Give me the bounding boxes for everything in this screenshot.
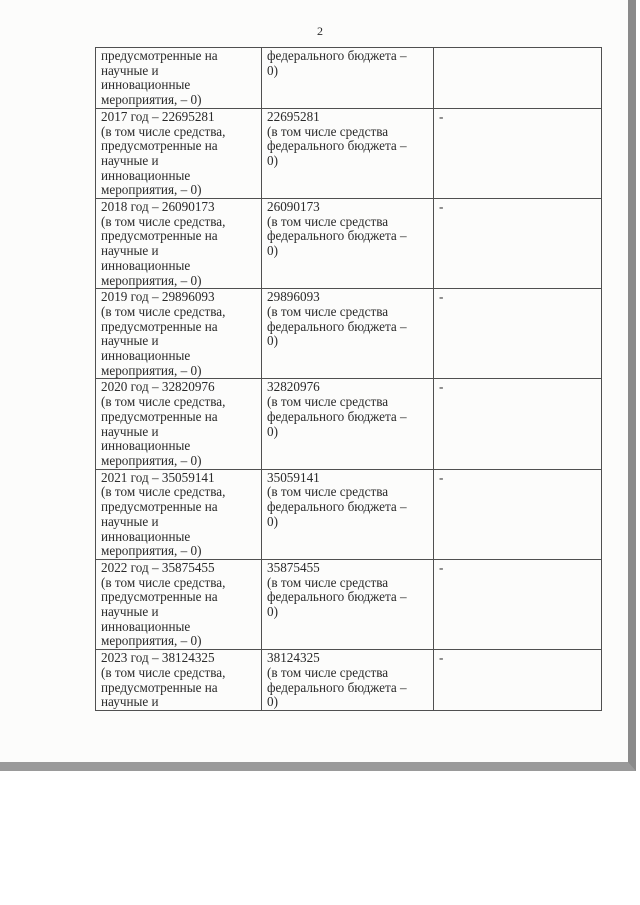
table-row: [96, 559, 602, 649]
cell-federal: 29896093 (в том числе средства федерального бюджета – 0): [262, 289, 434, 379]
cell-federal: 22695281 (в том числе средства федерального бюджета – 0): [262, 108, 434, 198]
cell-federal: 38124325 (в том числе средства федерального бюджета – 0): [262, 650, 434, 711]
cell-other: -: [434, 379, 602, 469]
cell-federal: 32820976 (в том числе средства федерального бюджета – 0): [262, 379, 434, 469]
cell-total: 2020 год – 32820976 (в том числе средства, предусмотренные на научные и инновационные мероприятия, – 0): [96, 379, 262, 469]
cell-total: 2021 год – 35059141 (в том числе средства, предусмотренные на научные и инновационные мероприятия, – 0): [96, 469, 262, 559]
cell-other: -: [434, 199, 602, 289]
cell-other: -: [434, 108, 602, 198]
cell-total: 2023 год – 38124325 (в том числе средства, предусмотренные на научные и: [96, 650, 262, 711]
cell-federal: федерального бюджета – 0): [262, 48, 434, 109]
table-row: [96, 469, 602, 559]
table-row: [96, 48, 602, 109]
table-row: [96, 379, 602, 469]
cell-federal: 35875455 (в том числе средства федерального бюджета – 0): [262, 559, 434, 649]
table-row: [96, 199, 602, 289]
cell-other: -: [434, 289, 602, 379]
cell-total: 2022 год – 35875455 (в том числе средства, предусмотренные на научные и инновационные мероприятия, – 0): [96, 559, 262, 649]
table-row: [96, 108, 602, 198]
funding-table: [95, 47, 602, 711]
cell-other: -: [434, 559, 602, 649]
cell-total: 2017 год – 22695281 (в том числе средства, предусмотренные на научные и инновационные мероприятия, – 0): [96, 108, 262, 198]
cell-total: 2019 год – 29896093 (в том числе средства, предусмотренные на научные и инновационные мероприятия, – 0): [96, 289, 262, 379]
cell-total: предусмотренные на научные и инновационные мероприятия, – 0): [96, 48, 262, 109]
cell-federal: 35059141 (в том числе средства федерального бюджета – 0): [262, 469, 434, 559]
cell-federal: 26090173 (в том числе средства федерального бюджета – 0): [262, 199, 434, 289]
cell-total: 2018 год – 26090173 (в том числе средства, предусмотренные на научные и инновационные мероприятия, – 0): [96, 199, 262, 289]
page-number: 2: [317, 24, 323, 38]
cell-other: [434, 48, 602, 109]
table-row: [96, 289, 602, 379]
cell-other: -: [434, 650, 602, 711]
cell-other: -: [434, 469, 602, 559]
table-row: [96, 650, 602, 711]
